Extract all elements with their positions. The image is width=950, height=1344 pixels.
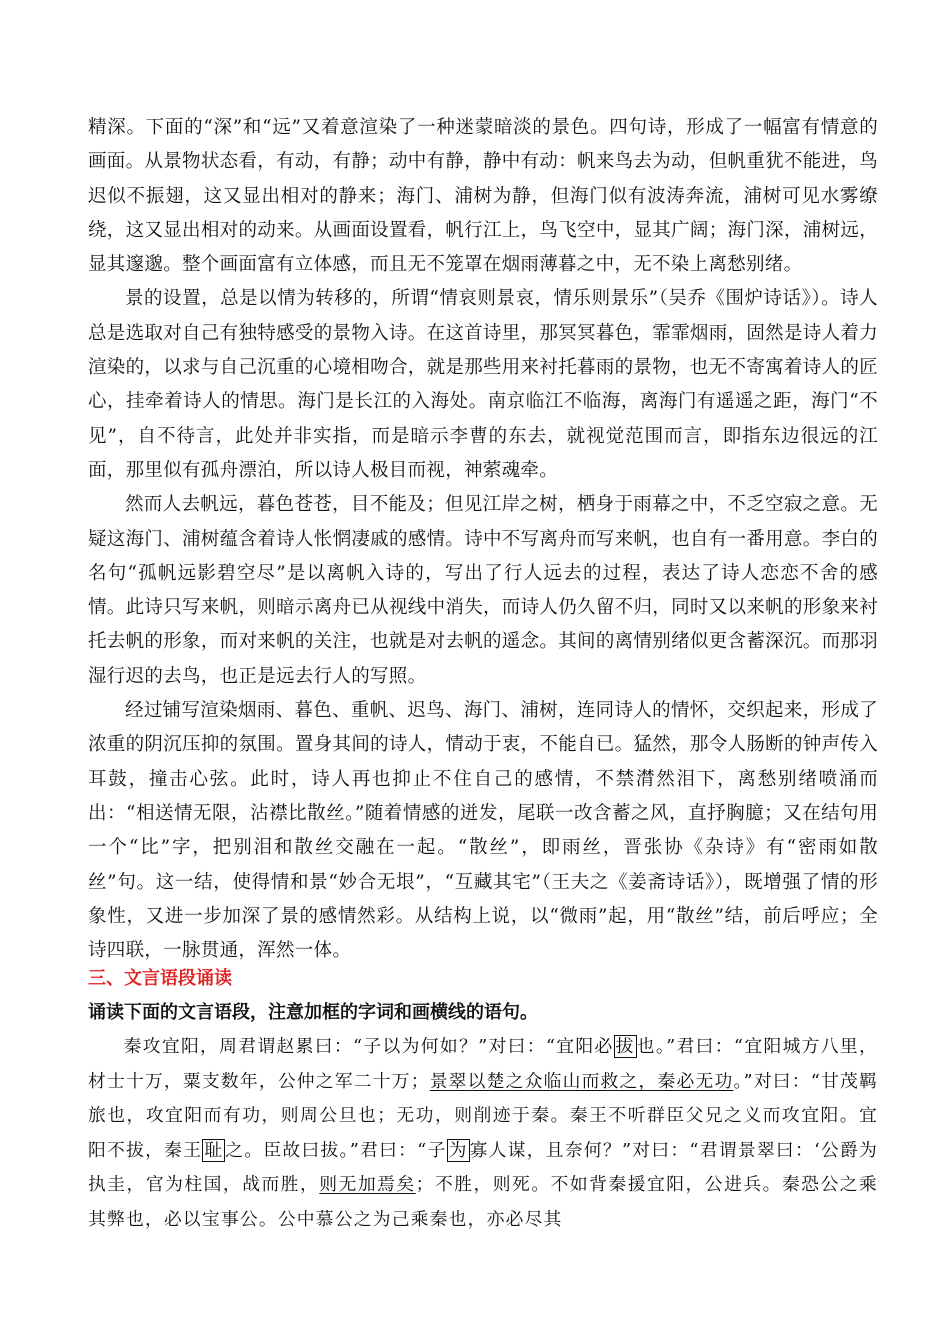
- boxed-word-wei: 为: [448, 1139, 468, 1161]
- classical-text: 也。”君曰：“宜阳城方八里，材士十万，粟支数年，公仲之军二十万；: [88, 1036, 879, 1092]
- paragraph-3: 然而人去帆远，暮色苍苍，目不能及；但见江岸之树，栖身于雨幕之中，不乏空寂之意。无疑这海门、浦树蕴含着诗人怅惘凄戚的感情。诗中不写离舟而写来帆，也自有一番用意。李白的名句“孤帆远影碧空尽”是以离帆入诗的，写出了行人远去的过程，表达了诗人恋恋不舍的感情。此诗只写来帆，则暗示离舟已从视线中消失，而诗人仍久留不归，同时又以来帆的形象来衬托去帆的形象，而对来帆的关注，也就是对去帆的遥念。其间的离情别绪似更含蓄深沉。而那羽湿行迟的去鸟，也正是远去行人的写照。: [88, 494, 878, 687]
- boxed-word-ba: 拔: [615, 1036, 635, 1057]
- classical-text: 寡人谋，且奈何？”对曰：“君谓景翠曰：‘公爵为执圭，官为柱国，战而胜，: [88, 1139, 878, 1195]
- classical-text: 秦攻宜阳，周君谓赵累曰：“子以为何如？”对曰：“宜阳必: [123, 1036, 614, 1057]
- classical-passage: [88, 1030, 878, 1237]
- underlined-sentence-1: 景翠以楚之众临山而救之，秦必无功: [429, 1070, 734, 1092]
- classical-text: 。”对曰：“甘茂羁旅也，攻宜阳而有功，则周公旦也；无功，则削迹于秦。秦王不听群臣父兄之义而攻宜阳。宜阳不拔，秦王: [88, 1070, 879, 1161]
- underlined-sentence-2: 则无加焉矣: [319, 1174, 416, 1195]
- article-body: [88, 111, 878, 968]
- classical-text: ；不胜，则死。不如背秦援宜阳，公进兵。秦恐公之乘其弊也，必以宝事公。公中慕公之为己乘秦也，亦必尽其: [88, 1174, 878, 1230]
- boxed-word-chi: 耻: [204, 1139, 224, 1161]
- paragraph-2: 景的设置，总是以情为转移的，所谓“情哀则景哀，情乐则景乐”（吴乔《围炉诗话》）。诗人总是选取对自己有独特感受的景物入诗。在这首诗里，那冥冥暮色，霏霏烟雨，固然是诗人着力渲染的，以求与自己沉重的心境相吻合，就是那些用来衬托暮雨的景物，也无不寄寓着诗人的匠心，挂牵着诗人的情思。海门是长江的入海处。南京临江不临海，离海门有遥遥之距，海门“不见”，自不待言，此处并非实指，而是暗示李曹的东去，就视觉范围而言，即指东边很远的江面，那里似有孤舟漂泊，所以诗人极目而视，神萦魂牵。: [88, 288, 878, 481]
- paragraph-4: 经过铺写渲染烟雨、暮色、重帆、迟鸟、海门、浦树，连同诗人的情怀，交织起来，形成了浓重的阴沉压抑的氛围。置身其间的诗人，情动于衷，不能自已。猛然，那令人肠断的钟声传入耳鼓，撞击心弦。此时，诗人再也抑止不住自己的感情，不禁潸然泪下，离愁别绪喷涌而出：“相送情无限，沾襟比散丝。”随着情感的迸发，尾联一改含蓄之风，直抒胸臆；又在结句用一个“比”字，把别泪和散丝交融在一起。“散丝”，即雨丝，晋张协《杂诗》有“密雨如散丝”句。这一结，使得情和景“妙合无垠”，“互藏其宅”（王夫之《姜斋诗话》），既增强了情的形象性，又进一步加深了景的感情然彩。从结构上说，以“微雨”起，用“散丝”结，前后呼应；全诗四联，一脉贯通，浑然一体。: [88, 700, 878, 962]
- classical-text: 之。臣故曰拔。”君曰：“子: [225, 1139, 447, 1161]
- section-heading: 三、文言语段诵读: [88, 968, 232, 989]
- instruction-text: 诵读下面的文言语段，注意加框的字词和画横线的语句。: [88, 1002, 538, 1023]
- paragraph-1: 精深。下面的“深”和“远”又着意渲染了一种迷蒙暗淡的景色。四句诗，形成了一幅富有情意的画面。从景物状态看，有动，有静；动中有静，静中有动：帆来鸟去为动，但帆重犹不能进，鸟迟似不振翅，这又显出相对的静来；海门、浦树为静，但海门似有波涛奔流，浦树可见水雾缭绕，这又显出相对的动来。从画面设置看，帆行江上，鸟飞空中，显其广阔；海门深，浦树远，显其邃邈。整个画面富有立体感，而且无不笼罩在烟雨薄暮之中，无不染上离愁别绪。: [88, 117, 878, 276]
